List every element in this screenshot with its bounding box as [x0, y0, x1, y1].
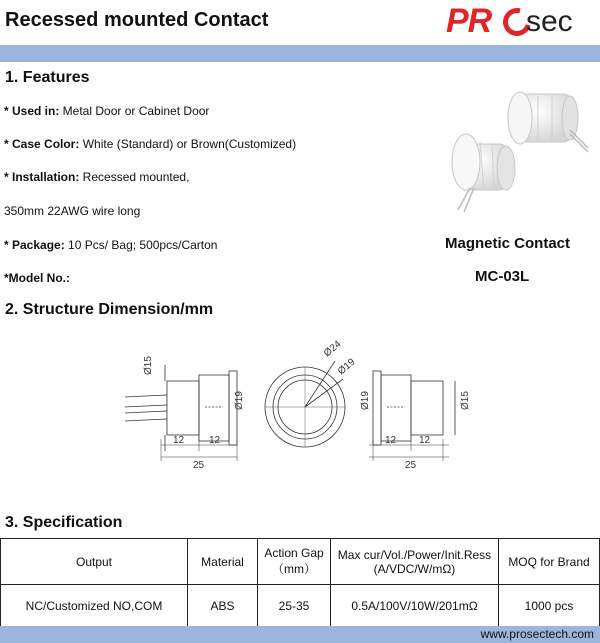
spec-cell-action-gap: 25-35 [258, 585, 331, 628]
dim-d19-right: Ø19 [360, 391, 371, 410]
dim-l25: 25 [193, 460, 205, 471]
spec-header-action-gap: Action Gap （mm） [258, 539, 331, 585]
feature-package: * Package: 10 Pcs/ Bag; 500pcs/Carton [4, 238, 218, 252]
product-photo [440, 80, 590, 215]
center-end-view [265, 361, 345, 447]
dimension-drawing [125, 335, 495, 475]
dim-d19-center: Ø19 [335, 356, 358, 378]
header-band [0, 45, 600, 62]
feature-wire: 350mm 22AWG wire long [4, 204, 141, 218]
product-name: Magnetic Contact [445, 235, 571, 252]
dim-r12b: 12 [419, 435, 431, 446]
specification-heading: 3. Specification [5, 514, 123, 531]
feature-used-in: * Used in: Metal Door or Cabinet Door [4, 104, 210, 118]
logo-sec-text: sec [526, 5, 573, 38]
feature-installation: * Installation: Recessed mounted, [4, 170, 190, 184]
prosec-logo [446, 2, 596, 40]
dim-r25: 25 [405, 460, 417, 471]
footer-band [0, 626, 600, 643]
spec-header-row [1, 539, 600, 585]
model-number: MC-03L [475, 268, 530, 285]
spec-cell-material: ABS [188, 585, 258, 628]
left-side-view [125, 365, 237, 461]
dim-r12a: 12 [385, 435, 397, 446]
dim-l12a: 12 [173, 435, 185, 446]
feature-model-label: *Model No.: [4, 271, 70, 285]
spec-cell-moq: 1000 pcs [499, 585, 600, 628]
spec-header-max-cur: Max cur/Vol./Power/Init.Ress (A/VDC/W/mΩ) [331, 539, 499, 585]
spec-cell-max-cur: 0.5A/100V/10W/201mΩ [331, 585, 499, 628]
specification-table [0, 538, 600, 628]
spec-header-material: Material [188, 539, 258, 585]
dim-d24: Ø24 [321, 338, 344, 360]
spec-cell-output: NC/Customized NO,COM [1, 585, 188, 628]
spec-header-moq: MOQ for Brand [499, 539, 600, 585]
structure-heading: 2. Structure Dimension/mm [5, 301, 214, 318]
website-link[interactable]: www.prosectech.com [480, 627, 594, 641]
right-side-view [369, 371, 455, 461]
dim-d19-left: Ø19 [234, 391, 245, 410]
feature-case-color: * Case Color: White (Standard) or Brown(Customized) [4, 137, 297, 151]
page-title: Recessed mounted Contact [5, 9, 269, 31]
dim-d15-left: Ø15 [143, 356, 154, 375]
dim-l12b: 12 [209, 435, 221, 446]
spec-header-output: Output [1, 539, 188, 585]
features-heading: 1. Features [5, 69, 90, 86]
dim-d15-right: Ø15 [460, 391, 471, 410]
table-row [1, 585, 600, 628]
logo-pro-text: PR [446, 2, 492, 40]
